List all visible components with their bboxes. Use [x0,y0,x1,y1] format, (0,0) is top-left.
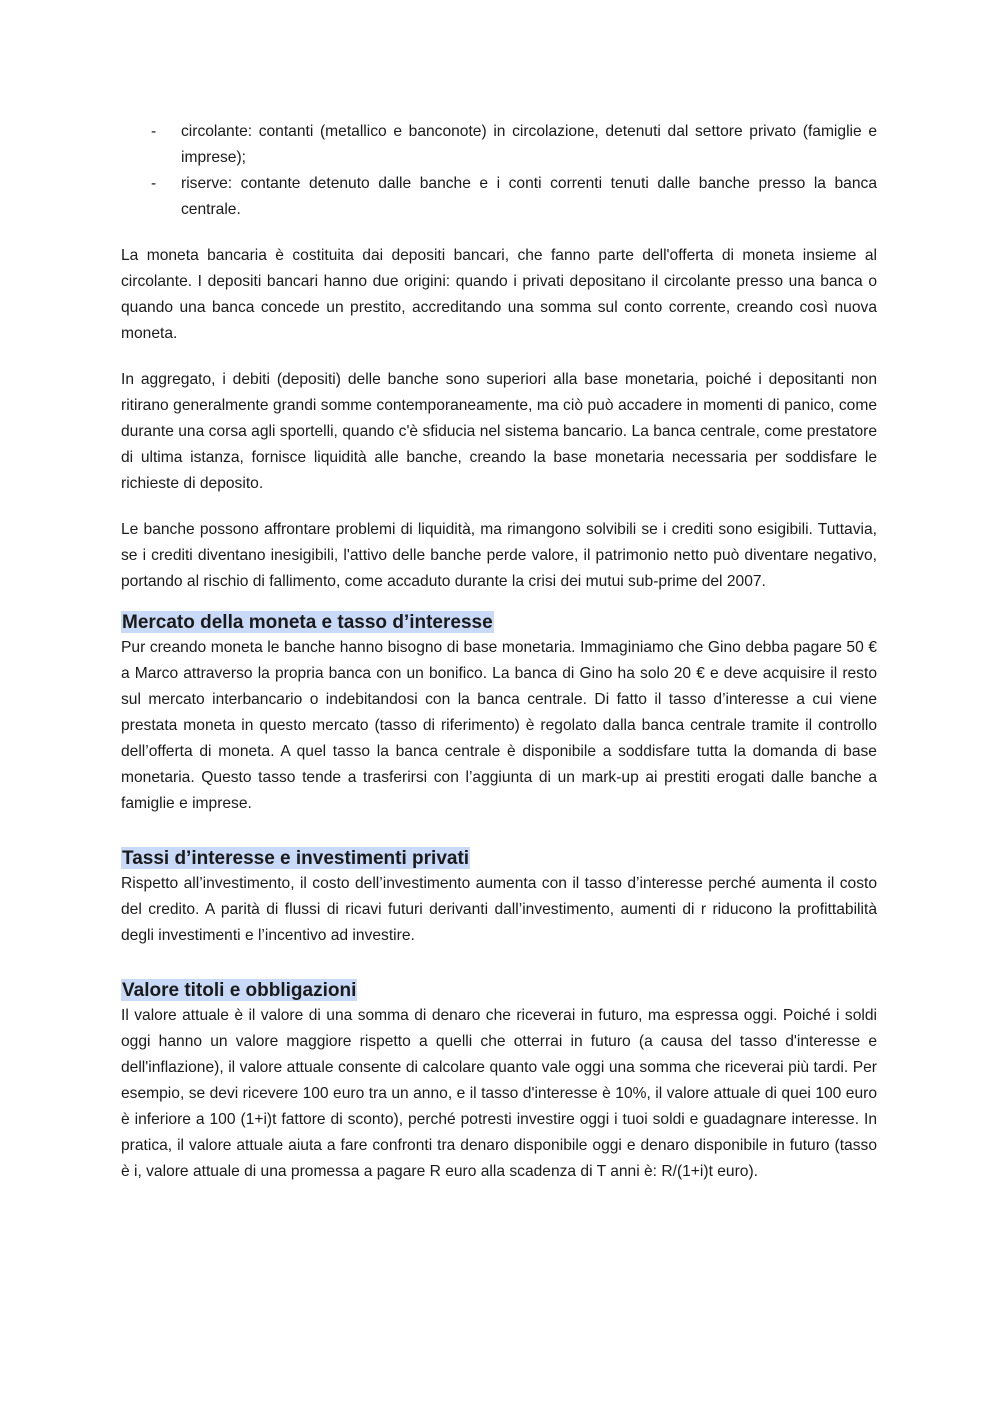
paragraph: Il valore attuale è il valore di una somma di denaro che riceverai in futuro, ma espressa oggi. Poiché i soldi oggi hanno un valore maggiore rispetto a quelli che otterrai in futuro (a causa del tasso d'interesse e dell'inflazione), il valore attuale consente di calcolare quanto vale oggi una somma che riceverai più tardi. Per esempio, se devi ricevere 100 euro tra un anno, e il tasso d'interesse è 10%, il valore attuale di quei 100 euro è inferiore a 100 (1+i)t fattore di sconto), perché potresti investire oggi i tuoi soldi e guadagnare interesse. In pratica, il valore attuale aiuta a fare confronti tra denaro disponibile oggi e denaro disponibile in futuro (tasso è i, valore attuale di una promessa a pagare R euro alla scadenza di T anni è: R/(1+i)t euro). [121,1007,877,1180]
section-heading [121,979,877,1003]
paragraph: Pur creando moneta le banche hanno bisogno di base monetaria. Immaginiamo che Gino debba pagare 50 € a Marco attraverso la propria banca con un bonifico. La banca di Gino ha solo 20 € e deve acquisire il resto sul mercato interbancario o indebitandosi con la banca centrale. Di fatto il tasso d’interesse a cui viene prestata moneta in questo mercato (tasso di riferimento) è regolato dalla banca centrale tramite il controllo dell’offerta di moneta. A quel tasso la banca centrale è disponibile a soddisfare tutta la domanda di base monetaria. Questo tasso tende a trasferirsi con l’aggiunta di un mark-up ai prestiti erogati dalle banche a famiglie e imprese. [121,639,877,812]
paragraph: La moneta bancaria è costituita dai depositi bancari, che fanno parte dell'offerta di moneta insieme al circolante. I depositi bancari hanno due origini: quando i privati depositano il circolante presso una banca o quando una banca concede un prestito, accreditando una somma sul conto corrente, creando così nuova moneta. [121,247,877,342]
document-page [121,119,877,1185]
section-heading-text: Valore titoli e obbligazioni [122,980,357,1001]
list-item [121,119,877,171]
list-item-text: riserve: contante detenuto dalle banche e i conti correnti tenuti dalle banche presso la banca centrale. [181,175,877,218]
section-heading [121,611,877,635]
section-heading [121,847,877,871]
section-heading-text: Mercato della moneta e tasso d’interesse [122,612,493,633]
list-item-text: circolante: contanti (metallico e banconote) in circolazione, detenuti dal settore privato (famiglie e imprese); [181,123,877,166]
paragraph: In aggregato, i debiti (depositi) delle banche sono superiori alla base monetaria, poiché i depositanti non ritirano generalmente grandi somme contemporaneamente, ma ciò può accadere in momenti di panico, come durante una corsa agli sportelli, quando c'è sfiducia nel sistema bancario. La banca centrale, come prestatore di ultima istanza, fornisce liquidità alle banche, creando la base monetaria necessaria per soddisfare le richieste di deposito. [121,371,877,492]
paragraph: Rispetto all’investimento, il costo dell’investimento aumenta con il tasso d’interesse perché aumenta il costo del credito. A parità di flussi di ricavi futuri derivanti dall’investimento, aumenti di r riducono la profittabilità degli investimenti e l’incentivo ad investire. [121,875,877,944]
list-item [121,171,877,223]
dash-bullet: - [151,175,157,192]
section-heading-text: Tassi d’interesse e investimenti privati [122,848,470,869]
paragraph: Le banche possono affrontare problemi di liquidità, ma rimangono solvibili se i crediti sono esigibili. Tuttavia, se i crediti diventano inesigibili, l'attivo delle banche perde valore, il patrimonio netto può diventare negativo, portando al rischio di fallimento, come accaduto durante la crisi dei mutui sub-prime del 2007. [121,521,877,590]
bullet-list [121,119,877,223]
dash-bullet: - [151,123,157,140]
